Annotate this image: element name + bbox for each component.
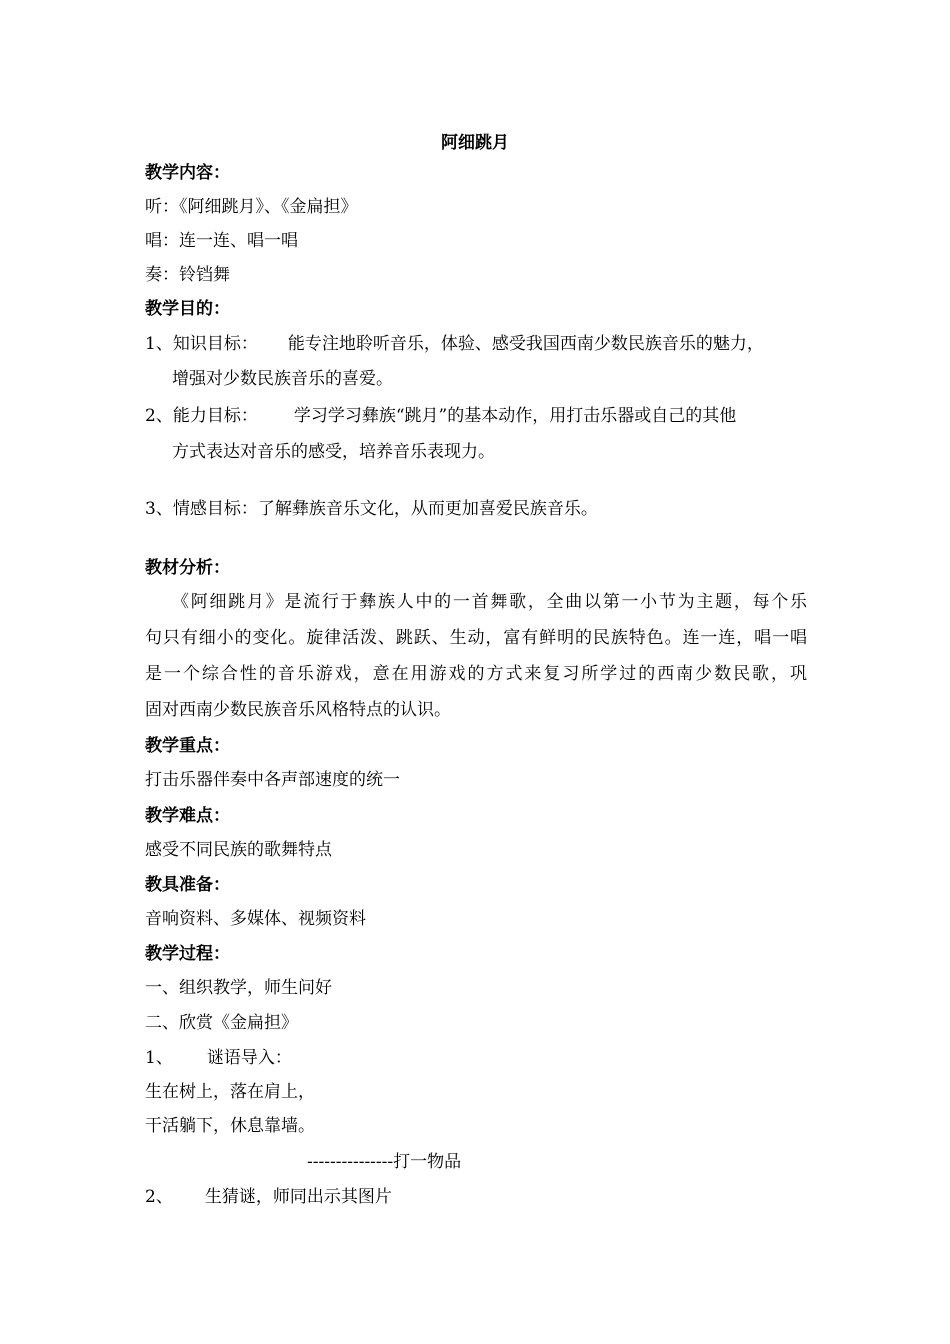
riddle-answer: ---------------打一物品: [307, 1152, 462, 1172]
goal-3-line: 3、情感目标：了解彝族音乐文化，从而更加喜爱民族音乐。: [145, 499, 598, 519]
key-point-heading: 教学重点：: [145, 736, 230, 756]
analysis-heading: 教材分析：: [145, 558, 230, 578]
analysis-line-4: 固对西南少数民族音乐风格特点的认识。: [145, 700, 451, 720]
listen-line: 听：《阿细跳月》、《金扁担》: [145, 197, 358, 217]
goal-2-continuation: 方式表达对音乐的感受，培养音乐表现力。: [172, 442, 495, 462]
riddle-line-2: 干活躺下，休息靠墙。: [145, 1116, 315, 1136]
analysis-line-3: 是一个综合性的音乐游戏，意在用游戏的方式来复习所学过的西南少数民歌，巩: [145, 664, 807, 684]
process-substep-2: [145, 1186, 392, 1208]
process-step-1: 一、组织教学，师生问好: [145, 978, 332, 998]
teaching-goals-heading: 教学目的：: [145, 299, 230, 319]
goal-1-line: [145, 333, 764, 355]
teaching-content-heading: 教学内容：: [145, 163, 230, 183]
substep-2-number: 2、: [145, 1187, 173, 1207]
process-heading: 教学过程：: [145, 944, 230, 964]
process-substep-1: [145, 1047, 292, 1069]
goal-1-text: 能专注地聆听音乐，体验、感受我国西南少数民族音乐的魅力，: [287, 334, 764, 354]
substep-1-text: 谜语导入：: [206, 1048, 292, 1068]
key-point-text: 打击乐器伴奏中各声部速度的统一: [145, 770, 400, 790]
goal-2-line: [145, 405, 736, 427]
substep-2-text: 生猜谜，师同出示其图片: [204, 1187, 392, 1207]
analysis-line-1: 《阿细跳月》是流行于彝族人中的一首舞歌，全曲以第一小节为主题，每个乐: [172, 592, 807, 612]
goal-2-text: 学习学习彝族“跳月”的基本动作，用打击乐器或自己的其他: [293, 406, 737, 426]
goal-1-label: 1、知识目标：: [145, 334, 258, 354]
process-step-2: 二、欣赏《金扁担》: [145, 1013, 298, 1033]
difficulty-heading: 教学难点：: [145, 806, 230, 826]
goal-1-continuation: 增强对少数民族音乐的喜爱。: [172, 369, 393, 389]
materials-heading: 教具准备：: [145, 875, 230, 895]
difficulty-text: 感受不同民族的歌舞特点: [145, 840, 332, 860]
sing-line: 唱：连一连、唱一唱: [145, 231, 298, 251]
materials-text: 音响资料、多媒体、视频资料: [145, 909, 366, 929]
play-line: 奏：铃铛舞: [145, 265, 230, 285]
document-title: 阿细跳月: [441, 133, 509, 153]
riddle-line-1: 生在树上，落在肩上，: [145, 1082, 315, 1102]
substep-1-number: 1、: [145, 1048, 173, 1068]
goal-2-label: 2、能力目标：: [145, 406, 258, 426]
analysis-line-2: 句只有细小的变化。旋律活泼、跳跃、生动，富有鲜明的民族特色。连一连，唱一唱: [145, 628, 807, 648]
